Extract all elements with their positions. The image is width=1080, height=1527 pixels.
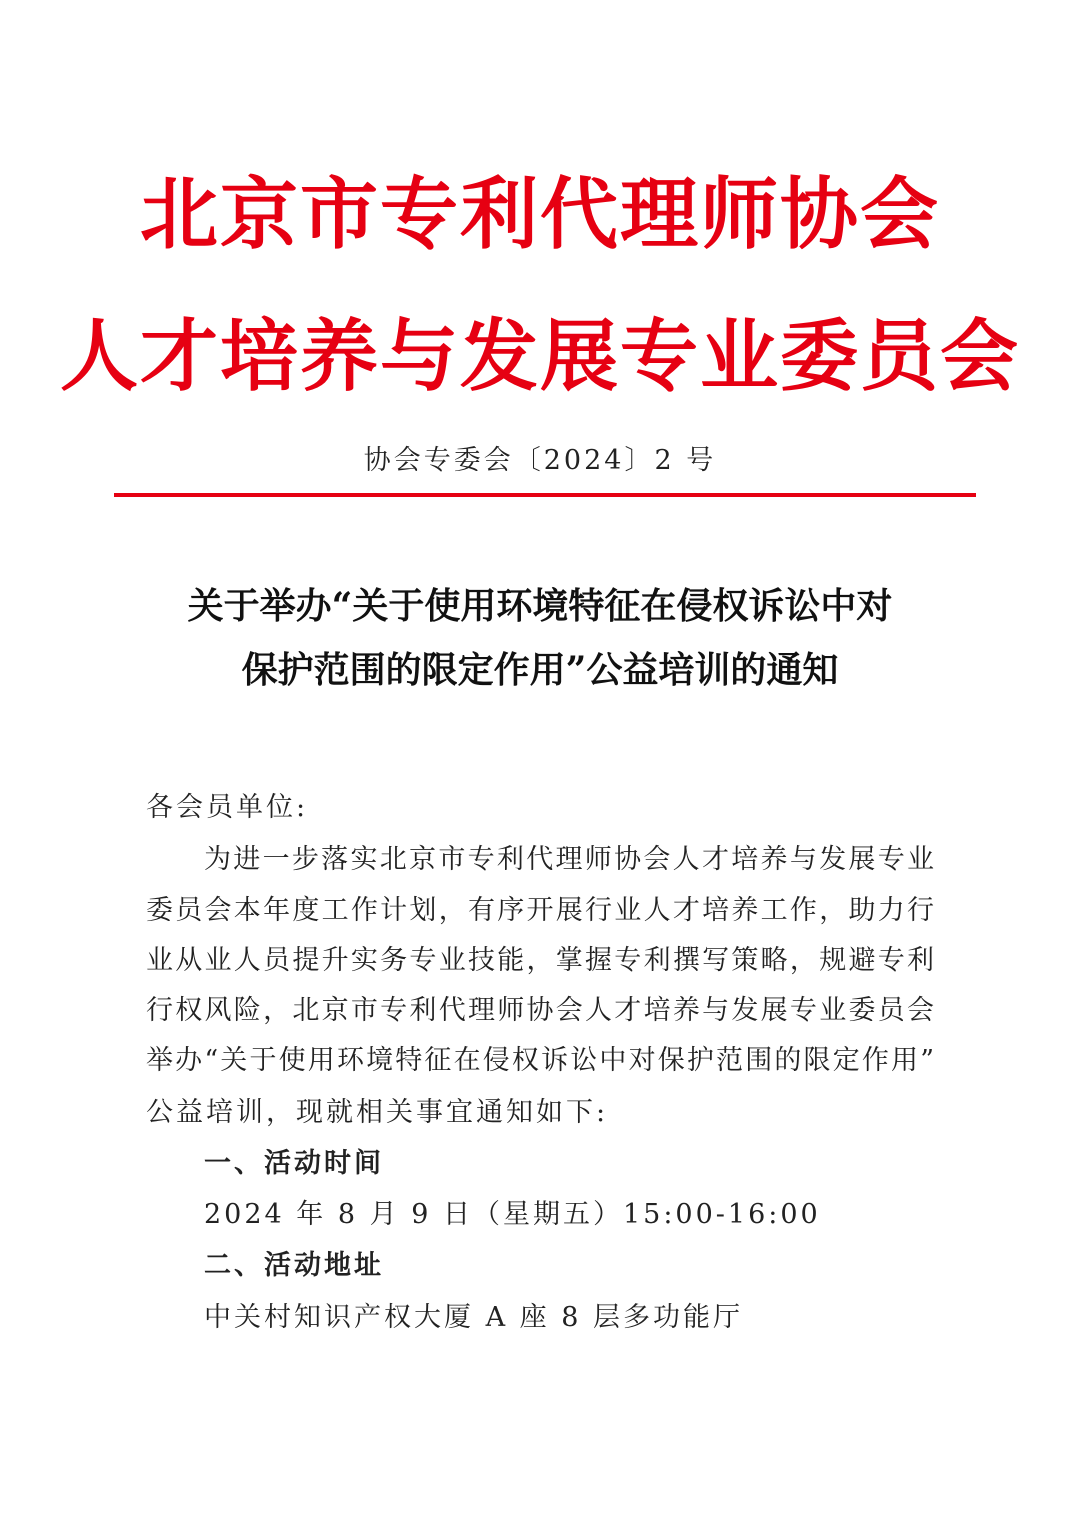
paragraph-line: 举办“关于使用环境特征在侵权诉讼中对保护范围的限定作用”	[146, 1045, 934, 1076]
paragraph-line: 业从业人员提升实务专业技能，掌握专利撰写策略，规避专利	[146, 945, 934, 976]
org-name-line1: 北京市专利代理师协会	[139, 169, 940, 260]
paragraph-line: 公益培训，现就相关事宜通知如下:	[146, 1097, 609, 1128]
notice-title-line1: 关于举办“关于使用环境特征在侵权诉讼中对	[187, 585, 893, 627]
org-name-line2: 人才培养与发展专业委员会	[59, 311, 1020, 402]
section-text-address: 中关村知识产权大厦 A 座 8 层多功能厅	[204, 1302, 744, 1333]
notice-title-line2: 保护范围的限定作用”公益培训的通知	[241, 649, 839, 691]
paragraph-line: 为进一步落实北京市专利代理师协会人才培养与发展专业	[204, 844, 934, 875]
red-divider-line	[114, 493, 976, 497]
section-text-time: 2024 年 8 月 9 日（星期五）15:00-16:00	[204, 1199, 821, 1230]
paragraph-line: 委员会本年度工作计划，有序开展行业人才培养工作，助力行	[146, 895, 934, 926]
paragraph-line: 行权风险，北京市专利代理师协会人才培养与发展专业委员会	[146, 995, 934, 1026]
salutation: 各会员单位:	[146, 792, 309, 823]
section-heading-time: 一、活动时间	[204, 1148, 384, 1179]
document-number: 协会专委会〔2024〕2 号	[363, 445, 717, 476]
section-heading-address: 二、活动地址	[204, 1250, 384, 1281]
